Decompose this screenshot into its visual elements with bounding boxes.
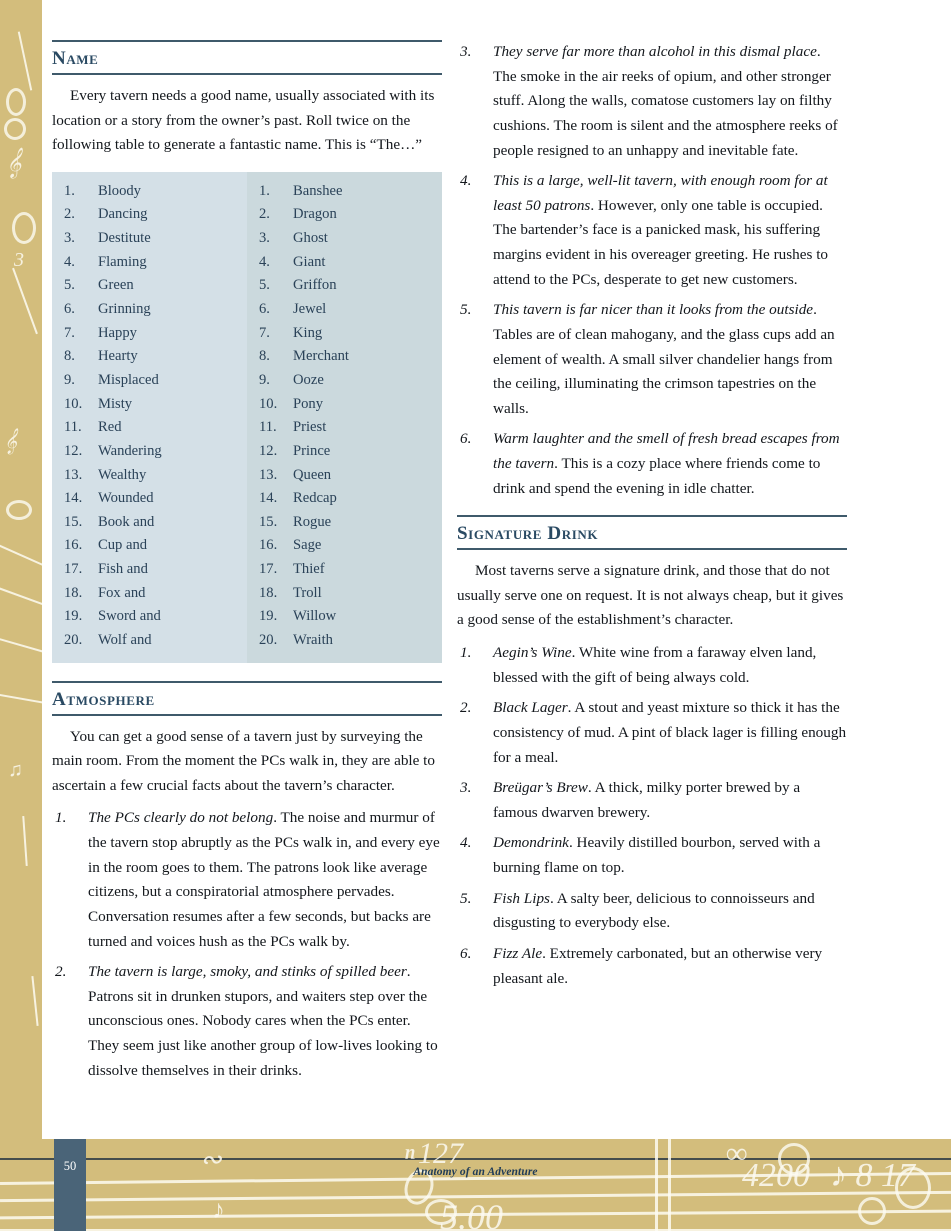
table-row: [52, 416, 247, 440]
list-item: [457, 887, 847, 936]
left-column: [52, 40, 442, 1089]
roll-value: Misplaced: [98, 371, 159, 388]
list-item-lead: They serve far more than alcohol in this dismal place: [493, 43, 817, 60]
list-item-number: 5.: [460, 301, 472, 319]
roll-value: Merchant: [293, 348, 349, 365]
list-item-rest: . This is a cozy place where friends come to drink and spend the evening in idle chatter.: [493, 455, 821, 497]
table-row: [247, 322, 442, 346]
roll-number: 15.: [259, 513, 278, 530]
list-item-rest: . Patrons sit in drunken stupors, and waiters step over the unconscious ones. Nobody cares when the PCs enter. They seem just like another group of low-lives looking to dissolve themselves in their drinks.: [88, 963, 438, 1079]
list-item-number: 6.: [460, 430, 472, 448]
list-item: [457, 427, 847, 501]
table-row: [52, 534, 247, 558]
page-title: Name: [52, 48, 99, 69]
list-item-lead: This tavern is far nicer than it looks from the outside: [493, 301, 814, 319]
music-glyph: ∞: [726, 1139, 748, 1170]
roll-number: 19.: [259, 608, 278, 625]
music-glyph: ♫: [8, 759, 23, 781]
roll-value: Wraith: [293, 631, 333, 648]
list-item-lead: Fizz Ale: [493, 944, 543, 962]
roll-number: 3.: [64, 230, 75, 247]
list-item-rest: . A salty beer, delicious to connoisseurs and disgusting to everybody else.: [493, 889, 815, 932]
table-row: [247, 558, 442, 582]
table-row: [52, 322, 247, 346]
section-heading-signature-drink: [457, 515, 847, 550]
footer-book-title: Anatomy of an Adventure: [413, 1166, 538, 1178]
table-row: [247, 629, 442, 653]
list-item-lead: Warm laughter and the smell of fresh bread escapes from the tavern: [493, 430, 840, 472]
roll-number: 8.: [259, 348, 270, 365]
roll-number: 10.: [259, 395, 278, 412]
roll-value: Priest: [293, 419, 327, 436]
list-item-rest: . A stout and yeast mixture so thick it has the consistency of mud. A pint of black lager is filling enough for a meal.: [493, 699, 847, 766]
table-row: [247, 416, 442, 440]
roll-number: 14.: [259, 490, 278, 507]
roll-number: 12.: [64, 442, 83, 459]
list-item-lead: The tavern is large, smoky, and stinks of spilled beer: [88, 963, 407, 981]
list-item-lead: The PCs clearly do not belong: [88, 809, 274, 827]
roll-number: 11.: [259, 419, 277, 436]
decorative-footer-band: [0, 1139, 951, 1231]
roll-number: 6.: [64, 301, 75, 318]
roll-number: 18.: [64, 584, 83, 601]
table-row: [52, 558, 247, 582]
section-title: Atmosphere: [52, 688, 155, 710]
list-item-number: 4.: [460, 834, 472, 852]
list-item-rest: . A thick, milky porter brewed by a famous dwarven brewery.: [493, 779, 801, 821]
roll-value: Giant: [293, 253, 326, 270]
table-row: [247, 298, 442, 322]
table-row: [247, 511, 442, 535]
roll-value: Wealthy: [98, 466, 147, 483]
signature-drink-intro-paragraph: Most taverns serve a signature drink, and those that do not usually serve one on request. It is not always cheap, but it gives a good sense of the establishment’s character.: [457, 562, 844, 629]
page-number: 50: [63, 1159, 77, 1173]
music-glyph: ⁿ: [404, 1139, 415, 1176]
music-glyph: 𝄞: [6, 148, 22, 177]
table-row: [247, 393, 442, 417]
list-item-number: 1.: [55, 809, 67, 827]
roll-table-column-b: [247, 172, 442, 663]
roll-value: Redcap: [293, 490, 337, 507]
list-item: [457, 40, 847, 163]
list-item: [457, 942, 847, 991]
roll-value: Troll: [293, 584, 322, 601]
roll-value: Ooze: [293, 371, 324, 388]
roll-number: 7.: [64, 324, 75, 341]
roll-value: Sage: [293, 537, 322, 554]
roll-value: Sword and: [98, 608, 161, 625]
roll-number: 15.: [64, 513, 83, 530]
table-row: [52, 511, 247, 535]
list-item-rest: . Heavily distilled bourbon, served with a burning flame on top.: [493, 834, 821, 877]
roll-value: Green: [98, 277, 134, 294]
roll-number: 9.: [259, 371, 270, 388]
music-glyph: 4200: [742, 1157, 810, 1194]
roll-number: 2.: [259, 206, 270, 223]
table-row: [247, 180, 442, 204]
roll-number: 9.: [64, 371, 75, 388]
table-row: [52, 274, 247, 298]
roll-number: 17.: [259, 561, 278, 578]
roll-value: Cup and: [98, 537, 148, 554]
table-row: [52, 298, 247, 322]
roll-value: Wolf and: [98, 631, 152, 648]
roll-number: 14.: [64, 490, 83, 507]
music-glyph: ♪ 8 17: [830, 1157, 915, 1194]
list-item: [52, 806, 442, 954]
list-item-lead: Demondrink: [493, 834, 569, 852]
name-intro-paragraph: Every tavern needs a good name, usually associated with its location or a story from the owner’s past. Roll twice on the following table to generate a fantastic name. This is “The…”: [52, 86, 435, 154]
list-item-lead: Black Lager: [493, 699, 568, 717]
roll-number: 16.: [259, 537, 278, 554]
table-row: [247, 203, 442, 227]
atmosphere-intro-paragraph: You can get a good sense of a tavern just by surveying the main room. From the moment the PCs walk in, they are able to ascertain a few crucial facts about the tavern’s character.: [52, 727, 435, 794]
list-item-number: 3.: [460, 43, 472, 60]
table-row: [52, 487, 247, 511]
table-row: [52, 251, 247, 275]
roll-number: 1.: [64, 182, 75, 199]
roll-number: 18.: [259, 584, 278, 601]
roll-value: Wandering: [98, 442, 162, 459]
list-item-rest: . The smoke in the air reeks of opium, and other stronger stuff. Along the walls, comatose customers lay on filthy cushions. The room is silent and the atmosphere reeks of people resigned to an unhappy and inevitable fate.: [493, 43, 838, 159]
list-item-number: 4.: [460, 172, 472, 190]
roll-value: Prince: [293, 442, 331, 459]
list-item-rest: . White wine from a faraway elven land, blessed with the gift of being always cold.: [493, 644, 817, 686]
list-item-number: 6.: [460, 944, 472, 962]
list-item-rest: . Tables are of clean mahogany, and the glass cups add an element of wealth. A small silver chandelier hangs from the ceiling, illuminating the crimson tapestries on the walls.: [493, 301, 835, 417]
roll-value: Wounded: [98, 490, 154, 507]
list-item-lead: Fish Lips: [493, 889, 550, 907]
list-item: [457, 641, 847, 690]
list-item-rest: . However, only one table is occupied. The bartender’s face is a panicked mask, his suffering margins evident in his overeager greeting. He rushes to attend to the PCs, desperate to get new customers.: [493, 196, 829, 288]
music-glyph: ∾: [200, 1145, 222, 1174]
roll-value: King: [293, 324, 323, 341]
roll-number: 19.: [64, 608, 83, 625]
list-item-rest: . The noise and murmur of the tavern stop abruptly as the PCs walk in, and every eye in the room goes to them. The patrons look like average citizens, but a conspiratorial atmosphere pervades. Conversation resumes after a few seconds, but backs are turned and voices hush as the PCs walk by.: [88, 809, 440, 950]
music-glyph: 𝄞: [4, 428, 18, 453]
list-item-rest: . Extremely carbonated, but an otherwise very pleasant ale.: [493, 944, 823, 987]
roll-value: Happy: [98, 324, 137, 341]
table-row: [52, 203, 247, 227]
roll-number: 5.: [64, 277, 75, 294]
roll-number: 3.: [259, 230, 270, 247]
section-title: Signature Drink: [457, 523, 599, 545]
roll-number: 13.: [259, 466, 278, 483]
list-item-lead: Aegin’s Wine: [493, 644, 572, 662]
table-row: [247, 227, 442, 251]
table-row: [247, 534, 442, 558]
table-row: [52, 180, 247, 204]
roll-value: Grinning: [98, 301, 151, 318]
music-glyph: 3: [14, 249, 24, 271]
table-row: [247, 369, 442, 393]
roll-value: Willow: [293, 608, 337, 625]
atmosphere-list-part1: [52, 806, 442, 1083]
roll-value: Jewel: [293, 301, 327, 318]
list-item: [457, 169, 847, 292]
table-row: [52, 629, 247, 653]
tavern-name-roll-table: [52, 172, 442, 663]
list-item: [52, 960, 442, 1083]
table-row: [247, 464, 442, 488]
roll-number: 8.: [64, 348, 75, 365]
roll-value: Banshee: [293, 182, 343, 199]
roll-number: 12.: [259, 442, 278, 459]
roll-number: 10.: [64, 395, 83, 412]
table-row: [247, 582, 442, 606]
list-item-number: 1.: [460, 644, 472, 662]
table-row: [52, 369, 247, 393]
table-row: [247, 440, 442, 464]
list-item: [457, 298, 847, 421]
roll-number: 17.: [64, 561, 83, 578]
roll-value: Pony: [293, 395, 324, 412]
list-item: [457, 831, 847, 880]
list-item-number: 5.: [460, 889, 472, 907]
list-item-number: 2.: [55, 963, 67, 981]
roll-value: Thief: [293, 561, 325, 578]
table-row: [247, 274, 442, 298]
roll-number: 1.: [259, 182, 270, 199]
music-glyph: 5.00: [440, 1197, 503, 1231]
roll-value: Misty: [98, 395, 133, 412]
table-row: [52, 464, 247, 488]
list-item-lead: This is a large, well-lit tavern, with enough room for at least 50 patrons: [493, 172, 828, 214]
roll-value: Red: [98, 419, 122, 436]
roll-table-column-a: [52, 172, 247, 663]
list-item-lead: Breügar’s Brew: [493, 779, 588, 797]
list-item-number: 2.: [460, 699, 472, 717]
list-item-number: 3.: [460, 779, 472, 797]
roll-value: Dragon: [293, 206, 337, 223]
table-row: [52, 605, 247, 629]
roll-value: Fox and: [98, 584, 146, 601]
table-row: [247, 251, 442, 275]
roll-value: Book and: [98, 513, 155, 530]
roll-value: Bloody: [98, 182, 141, 199]
section-heading-name: [52, 40, 442, 75]
section-heading-atmosphere: [52, 681, 442, 716]
roll-number: 4.: [259, 253, 270, 270]
music-glyph: 127: [418, 1139, 463, 1170]
roll-value: Dancing: [98, 206, 148, 223]
roll-value: Rogue: [293, 513, 332, 530]
roll-number: 7.: [259, 324, 270, 341]
table-row: [52, 582, 247, 606]
list-item: [457, 696, 847, 770]
signature-drink-list: [457, 641, 847, 991]
roll-number: 2.: [64, 206, 75, 223]
table-row: [52, 345, 247, 369]
table-row: [52, 227, 247, 251]
table-row: [247, 605, 442, 629]
roll-value: Flaming: [98, 253, 147, 270]
roll-value: Destitute: [98, 230, 151, 247]
roll-number: 13.: [64, 466, 83, 483]
table-row: [247, 487, 442, 511]
table-row: [52, 393, 247, 417]
roll-value: Hearty: [98, 348, 138, 365]
roll-value: Queen: [293, 466, 332, 483]
table-row: [247, 345, 442, 369]
page-number-tab: [54, 1139, 86, 1231]
roll-number: 6.: [259, 301, 270, 318]
roll-value: Ghost: [293, 230, 328, 247]
table-row: [52, 440, 247, 464]
roll-number: 4.: [64, 253, 75, 270]
list-item: [457, 776, 847, 825]
right-column: [457, 40, 847, 997]
music-glyph: ♪: [212, 1195, 225, 1224]
roll-value: Fish and: [98, 561, 148, 578]
roll-number: 20.: [259, 631, 278, 648]
roll-number: 11.: [64, 419, 82, 436]
roll-number: 5.: [259, 277, 270, 294]
roll-number: 20.: [64, 631, 83, 648]
roll-number: 16.: [64, 537, 83, 554]
roll-value: Griffon: [293, 277, 337, 294]
atmosphere-list-part2: [457, 40, 847, 501]
